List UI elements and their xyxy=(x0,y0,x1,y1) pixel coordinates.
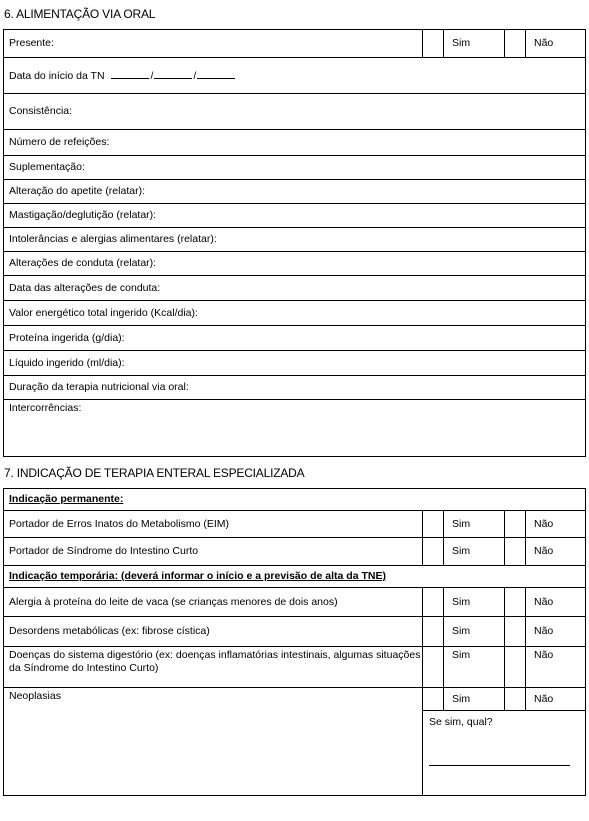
data-inicio-month-blank[interactable] xyxy=(154,69,192,79)
sindrome-intestino-sim-checkbox[interactable] xyxy=(423,538,444,566)
row-suplementacao xyxy=(4,156,586,180)
proteina-field[interactable]: Proteína ingerida (g/dia): xyxy=(4,326,586,351)
desordens-metabolicas-nao-label: Não xyxy=(526,617,586,647)
data-inicio-label: Data do início da TN xyxy=(9,69,105,82)
sindrome-intestino-label: Portador de Síndrome do Intestino Curto xyxy=(4,538,423,566)
data-inicio-day-blank[interactable] xyxy=(111,69,149,79)
sindrome-intestino-nao-label: Não xyxy=(526,538,586,566)
presente-nao-checkbox[interactable] xyxy=(505,30,526,58)
row-intercorrencias xyxy=(4,400,586,457)
eim-sim-checkbox[interactable] xyxy=(423,511,444,538)
row-temporaria-heading xyxy=(4,566,586,588)
alergia-leite-sim-label: Sim xyxy=(444,588,505,617)
neoplasias-nao-label: Não xyxy=(526,688,586,711)
row-sindrome-intestino xyxy=(4,538,586,566)
row-presente xyxy=(4,30,586,58)
temporaria-heading: Indicação temporária: (deverá informar o início e a previsão de alta da TNE) xyxy=(4,566,586,588)
mastigacao-field[interactable]: Mastigação/deglutição (relatar): xyxy=(4,204,586,228)
row-alteracao-apetite xyxy=(4,180,586,204)
row-data-alteracoes xyxy=(4,276,586,301)
desordens-metabolicas-label: Desordens metabólicas (ex: fibrose cística) xyxy=(4,617,423,647)
eim-nao-checkbox[interactable] xyxy=(505,511,526,538)
alergia-leite-nao-label: Não xyxy=(526,588,586,617)
neoplasias-sim-label: Sim xyxy=(444,688,505,711)
row-permanente-heading xyxy=(4,489,586,511)
row-numero-refeicoes xyxy=(4,130,586,156)
eim-label: Portador de Erros Inatos do Metabolismo (EIM) xyxy=(4,511,423,538)
row-alteracoes-conduta xyxy=(4,252,586,276)
presente-label: Presente: xyxy=(4,30,423,58)
row-intolerancias xyxy=(4,228,586,252)
intolerancias-field[interactable]: Intolerâncias e alergias alimentares (relatar): xyxy=(4,228,586,252)
section-7-table xyxy=(3,488,586,796)
se-sim-field[interactable] xyxy=(423,711,586,796)
presente-sim-label: Sim xyxy=(444,30,505,58)
desordens-metabolicas-sim-checkbox[interactable] xyxy=(423,617,444,647)
row-consistencia xyxy=(4,94,586,130)
permanente-heading: Indicação permanente: xyxy=(4,489,586,511)
alergia-leite-nao-checkbox[interactable] xyxy=(505,588,526,617)
row-liquido xyxy=(4,351,586,376)
alteracao-apetite-field[interactable]: Alteração do apetite (relatar): xyxy=(4,180,586,204)
desordens-metabolicas-nao-checkbox[interactable] xyxy=(505,617,526,647)
valor-energetico-field[interactable]: Valor energético total ingerido (Kcal/dia): xyxy=(4,301,586,326)
presente-sim-checkbox[interactable] xyxy=(423,30,444,58)
alteracoes-conduta-field[interactable]: Alterações de conduta (relatar): xyxy=(4,252,586,276)
neoplasias-label: Neoplasias xyxy=(4,688,423,796)
eim-nao-label: Não xyxy=(526,511,586,538)
row-alergia-leite xyxy=(4,588,586,617)
neoplasias-sim-checkbox[interactable] xyxy=(423,688,444,711)
section-6-table xyxy=(3,29,586,457)
numero-refeicoes-field[interactable]: Número de refeições: xyxy=(4,130,586,156)
doencas-digestorio-nao-checkbox[interactable] xyxy=(505,647,526,688)
neoplasias-nao-checkbox[interactable] xyxy=(505,688,526,711)
row-doencas-digestorio xyxy=(4,647,586,688)
doencas-digestorio-sim-checkbox[interactable] xyxy=(423,647,444,688)
data-alteracoes-field[interactable]: Data das alterações de conduta: xyxy=(4,276,586,301)
presente-nao-label: Não xyxy=(526,30,586,58)
row-proteina xyxy=(4,326,586,351)
row-eim xyxy=(4,511,586,538)
duracao-field[interactable]: Duração da terapia nutricional via oral: xyxy=(4,376,586,400)
data-inicio-field[interactable] xyxy=(4,58,586,94)
doencas-digestorio-nao-label: Não xyxy=(526,647,586,688)
data-inicio-year-blank[interactable] xyxy=(197,69,235,79)
section-7-title: 7. INDICAÇÃO DE TERAPIA ENTERAL ESPECIALIZADA xyxy=(4,466,305,480)
row-duracao xyxy=(4,376,586,400)
row-mastigacao xyxy=(4,204,586,228)
row-neoplasias xyxy=(4,688,586,711)
suplementacao-field[interactable]: Suplementação: xyxy=(4,156,586,180)
doencas-digestorio-sim-label: Sim xyxy=(444,647,505,688)
row-data-inicio xyxy=(4,58,586,94)
row-desordens-metabolicas xyxy=(4,617,586,647)
intercorrencias-field[interactable]: Intercorrências: xyxy=(4,400,586,457)
liquido-field[interactable]: Líquido ingerido (ml/dia): xyxy=(4,351,586,376)
date-separator: / xyxy=(150,69,154,82)
desordens-metabolicas-sim-label: Sim xyxy=(444,617,505,647)
se-sim-label: Se sim, qual? xyxy=(429,716,493,728)
alergia-leite-label: Alergia à proteína do leite de vaca (se crianças menores de dois anos) xyxy=(4,588,423,617)
se-sim-answer-line[interactable] xyxy=(429,765,570,766)
row-valor-energetico xyxy=(4,301,586,326)
section-6-title: 6. ALIMENTAÇÃO VIA ORAL xyxy=(4,7,156,21)
consistencia-field[interactable]: Consistência: xyxy=(4,94,586,130)
doencas-digestorio-label: Doenças do sistema digestório (ex: doenças inflamatórias intestinais, algumas situações da Síndrome do Intestino Curto) xyxy=(4,647,423,688)
date-separator: / xyxy=(193,69,197,82)
sindrome-intestino-nao-checkbox[interactable] xyxy=(505,538,526,566)
sindrome-intestino-sim-label: Sim xyxy=(444,538,505,566)
eim-sim-label: Sim xyxy=(444,511,505,538)
alergia-leite-sim-checkbox[interactable] xyxy=(423,588,444,617)
